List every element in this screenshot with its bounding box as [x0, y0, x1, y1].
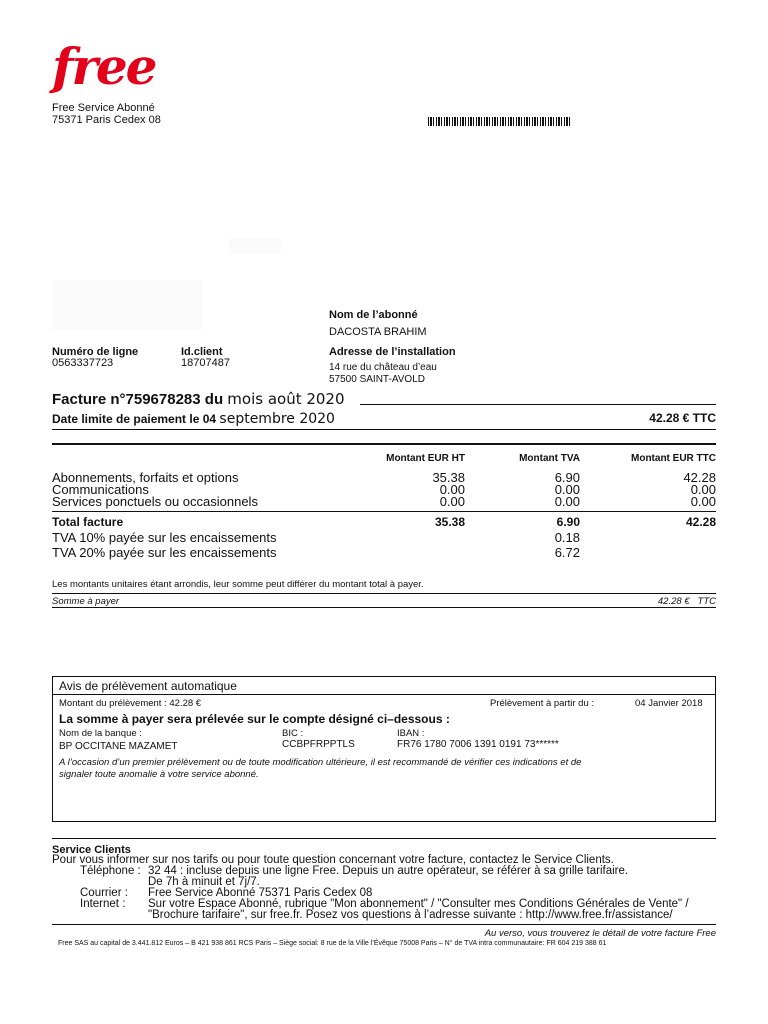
row-ht: 0.00 [439, 482, 465, 497]
debit-heading: La somme à payer sera prélevée sur le compte désigné ci–dessous : [59, 712, 450, 726]
debit-amount-value: 42.28 € [169, 698, 202, 709]
legal-footer: Free SAS au capital de 3.441.812 Euros – B 421 938 861 RCS Paris – Siège social: 8 rue de la Ville l’Évêque 75008 Paris – N° de TVA intra communautaire: FR 604 219 388 61 [58, 940, 607, 947]
col-header-ht: Montant EUR HT [386, 453, 465, 464]
total-ttc-header: 42.28 € TTC [649, 411, 716, 425]
bank-label: Nom de la banque : [59, 728, 142, 739]
tva-row-label: TVA 20% payée sur les encaissements [52, 545, 277, 560]
phone-label: Téléphone : [80, 865, 141, 877]
tva-row-value: 6.72 [554, 545, 580, 560]
sender-name: Free Service Abonné [52, 102, 155, 114]
col-header-ttc: Montant EUR TTC [631, 453, 716, 464]
row-ht: 35.38 [432, 470, 465, 485]
debit-title-rule [53, 694, 715, 695]
due-date-prefix: Date limite de paiement le 04 [52, 412, 217, 426]
row-tva: 0.00 [554, 494, 580, 509]
install-address-line1: 14 rue du château d’eau [329, 362, 437, 373]
service-title: Service Clients [52, 844, 131, 856]
due-rule [52, 429, 716, 430]
row-ht: 0.00 [439, 494, 465, 509]
debit-from-label: Prélèvement à partir du : [490, 698, 595, 709]
row-label: Abonnements, forfaits et options [52, 470, 239, 485]
client-id-label: Id.client [181, 346, 223, 358]
install-address-line2: 57500 SAINT-AVOLD [329, 374, 425, 385]
invoice-title-prefix: Facture n° [52, 391, 126, 408]
row-tva: 6.90 [554, 470, 580, 485]
debit-title: Avis de prélèvement automatique [59, 679, 237, 693]
pay-label: Somme à payer [52, 596, 120, 607]
tva-row-label: TVA 10% payée sur les encaissements [52, 530, 277, 545]
free-logo: free [52, 37, 156, 96]
verso-note: Au verso, vous trouverez le détail de votre facture Free [484, 928, 716, 939]
pay-amount-value: 42.28 [657, 596, 682, 607]
pay-amount-currency: € [684, 596, 690, 607]
debit-notice-line1: A l’occasion d’un premier prélèvement ou de toute modification ultérieure, il est recommandé de vérifier ces indications et de [59, 757, 582, 768]
total-ht: 35.38 [434, 515, 465, 529]
subscriber-name-label: Nom de l’abonné [329, 309, 418, 321]
invoice-period: mois août 2020 [227, 390, 345, 408]
service-intro: Pour vous informer sur nos tarifs ou pour toute question concernant votre facture, contactez le Service Clients. [52, 854, 614, 866]
service-top-rule [52, 838, 716, 839]
tva-row-value: 0.18 [554, 530, 580, 545]
web-line1: Sur votre Espace Abonné, rubrique "Mon abonnement" / "Consulter mes Conditions Générales de Vente" / [148, 898, 689, 910]
debit-amount [59, 698, 201, 709]
due-date-month: septembre 2020 [219, 411, 335, 427]
bank-name: BP OCCITANE MAZAMET [59, 741, 178, 752]
rounding-note: Les montants unitaires étant arrondis, leur somme peut différer du montant total à payer. [52, 579, 424, 590]
subscriber-name: DACOSTA BRAHIM [329, 326, 427, 338]
web-label: Internet : [80, 898, 126, 910]
invoice-title [52, 390, 345, 408]
col-header-tva: Montant TVA [519, 453, 580, 464]
invoice-number: 759678283 [125, 391, 201, 408]
redacted-address-area [52, 280, 202, 330]
debit-amount-label: Montant du prélèvement : [59, 698, 167, 709]
row-ttc: 42.28 [683, 470, 716, 485]
service-bottom-rule [52, 924, 716, 925]
total-ttc: 42.28 [685, 515, 716, 529]
mail-address: Free Service Abonné 75371 Paris Cedex 08 [148, 887, 373, 899]
client-id: 18707487 [181, 357, 230, 369]
mail-label: Courrier : [80, 887, 128, 899]
row-label: Services ponctuels ou occasionnels [52, 494, 258, 509]
debit-from-date: 04 Janvier 2018 [635, 698, 703, 709]
title-rule [360, 404, 716, 405]
barcode-image [428, 117, 572, 126]
invoice-title-mid: du [204, 391, 224, 408]
total-tva: 6.90 [556, 515, 580, 529]
table-top-rule [52, 443, 716, 445]
total-label: Total facture [52, 515, 124, 529]
pay-top-rule [52, 593, 716, 594]
sender-city: 75371 Paris Cedex 08 [52, 114, 161, 126]
direct-debit-box [52, 676, 716, 822]
row-label: Communications [52, 482, 149, 497]
phone-line1: 32 44 : incluse depuis une ligne Free. Depuis un autre opérateur, se référer à sa grille tarifaire. [148, 865, 629, 877]
web-line2[interactable]: "Brochure tarifaire", sur free.fr. Posez vos questions à l’adresse suivante : http://www.free.fr/assistance/ [148, 909, 673, 921]
iban-label: IBAN : [397, 728, 425, 739]
row-tva: 0.00 [554, 482, 580, 497]
iban-value: FR76 1780 7006 1391 0191 73****** [397, 739, 559, 750]
line-number-label: Numéro de ligne [52, 346, 139, 358]
bic-value: CCBPFRPPTLS [282, 739, 355, 750]
phone-line2: De 7h à minuit et 7j/7. [148, 876, 260, 888]
debit-notice-line2: signaler toute anomalie à votre service abonné. [59, 769, 259, 780]
pay-bottom-rule [52, 607, 716, 608]
pay-amount [658, 596, 716, 607]
line-number: 0563337723 [52, 357, 114, 369]
total-rule [52, 511, 716, 512]
due-date [52, 411, 335, 427]
pay-amount-ttc: TTC [697, 596, 716, 607]
row-ttc: 0.00 [690, 494, 716, 509]
row-ttc: 0.00 [690, 482, 716, 497]
bic-label: BIC : [282, 728, 304, 739]
install-address-label: Adresse de l’installation [329, 346, 456, 358]
redacted-area [229, 238, 281, 254]
